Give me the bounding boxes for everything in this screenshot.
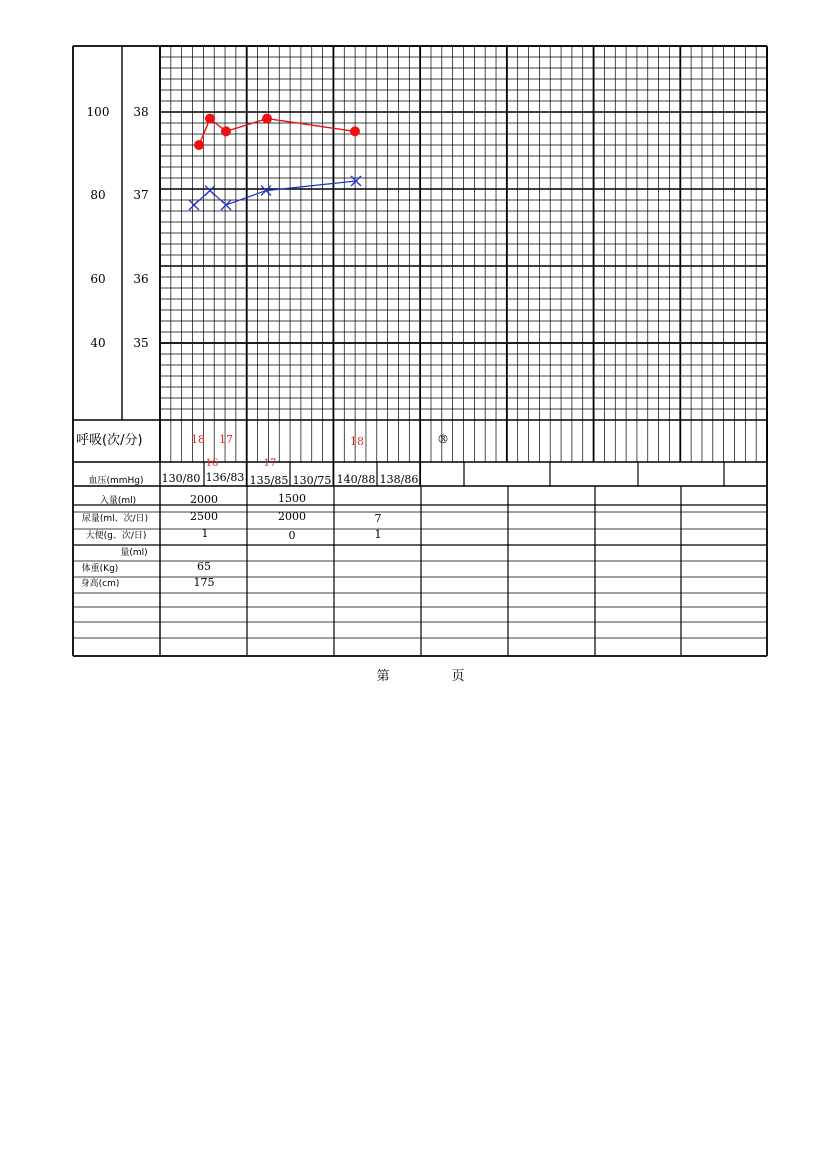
intake-label: 入量(ml) [99,496,137,506]
respiration-mark-4: 17 [263,458,277,469]
bp-value-6: 138/86 [379,473,419,486]
stool-day-3: 1 [374,528,382,541]
pulse-scale-60: 60 [90,272,106,286]
respiration-mark-1: 18 [191,433,205,446]
pulse-point [189,200,199,210]
respiration-mark-2: 16 [205,458,219,469]
temp-scale-38: 38 [133,105,149,119]
bp-value-2: 136/83 [205,471,245,484]
pulse-scale-40: 40 [90,336,106,350]
temperature-point [205,114,215,124]
bp-value-1: 130/80 [161,472,201,485]
urine-day-1: 2500 [190,510,218,523]
bp-value-4: 130/75 [292,474,332,487]
respiration-label: 呼吸(次/分) [76,433,143,448]
intake-day-1: 2000 [190,493,218,506]
temperature-point [194,140,204,150]
urine-day-3: 7 [374,512,382,525]
stool-label: 大便(g、次/日) [85,531,147,541]
temp-scale-35: 35 [133,336,149,350]
pulse-scale-100: 100 [86,105,110,119]
blood-pressure-label: 血压(mmHg) [88,476,144,486]
chart-grid [73,46,767,656]
stool-day-1: 1 [201,527,209,540]
footer-di: 第 [376,669,390,684]
pulse-point [221,200,231,210]
pulse-line [194,181,356,205]
stool-day-2: 0 [288,529,296,542]
pulse-scale-80: 80 [90,188,106,202]
footer-ye: 页 [451,669,465,684]
urine-day-2: 2000 [278,510,306,523]
temp-scale-36: 36 [133,272,149,286]
weight-day-1: 65 [197,560,211,573]
temperature-point [221,126,231,136]
urine-label: 尿量(ml、次/日) [81,514,149,524]
respiration-mark-3: 17 [219,433,233,446]
height-day-1: 175 [193,576,215,589]
respiration-mark-5: 18 [350,435,364,448]
temperature-point [262,114,272,124]
registered-mark: ® [437,432,449,446]
weight-label: 体重(Kg) [81,564,119,574]
volume-label: 量(ml) [120,548,148,558]
intake-day-2: 1500 [278,492,306,505]
pulse-point [205,186,215,196]
height-label: 身高(cm) [80,579,120,589]
bp-value-5: 140/88 [336,473,376,486]
bp-value-3: 135/85 [249,474,289,487]
temp-scale-37: 37 [133,188,149,202]
series-layer [189,114,361,210]
temperature-point [350,126,360,136]
